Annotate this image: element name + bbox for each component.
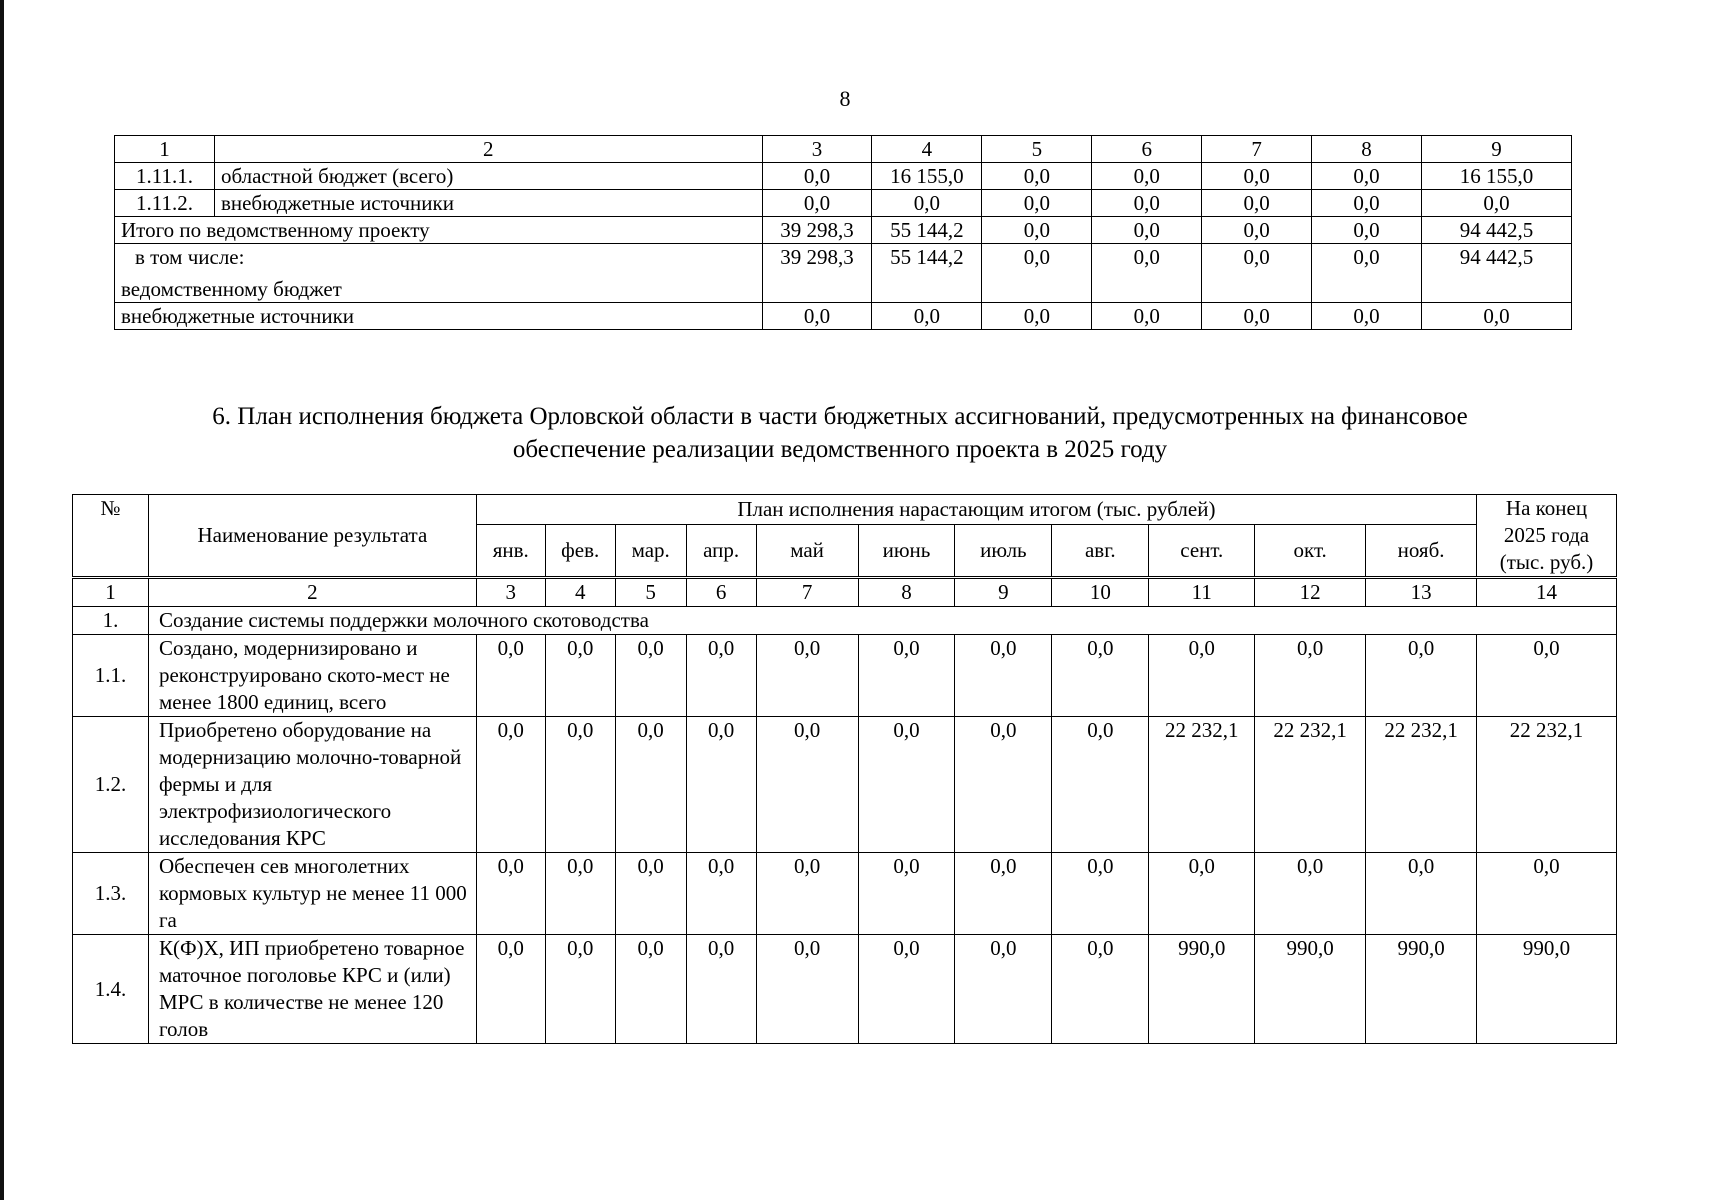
top-table-column-number: 4 <box>872 136 982 163</box>
plan-row-value: 0,0 <box>858 853 955 935</box>
top-table-column-number: 2 <box>214 136 762 163</box>
plan-row-value: 0,0 <box>545 853 615 935</box>
plan-row-value: 0,0 <box>476 935 545 1044</box>
plan-row-value: 0,0 <box>1255 635 1366 717</box>
column-number: 2 <box>148 578 476 607</box>
top-table-total-row <box>115 217 1572 244</box>
plan-row <box>73 853 1617 935</box>
top-table-extra-row <box>115 303 1572 330</box>
top-table-column-number: 9 <box>1422 136 1572 163</box>
top-table-column-number: 7 <box>1202 136 1312 163</box>
row-value: 0,0 <box>1312 163 1422 190</box>
extra-value: 0,0 <box>762 303 872 330</box>
plan-row-value: 0,0 <box>858 717 955 853</box>
plan-row-value: 0,0 <box>686 717 756 853</box>
column-number: 14 <box>1477 578 1617 607</box>
plan-row-value: 0,0 <box>1366 635 1477 717</box>
row-name: областной бюджет (всего) <box>214 163 762 190</box>
section-title-line-1: 6. План исполнения бюджета Орловской области в части бюджетных ассигнований, предусмотренных на финансовое <box>212 403 1468 430</box>
top-table-column-number: 1 <box>115 136 215 163</box>
column-number: 8 <box>858 578 955 607</box>
plan-row <box>73 717 1617 853</box>
total-value: 0,0 <box>1312 217 1422 244</box>
total-value: 94 442,5 <box>1422 217 1572 244</box>
plan-row-value: 0,0 <box>1149 635 1255 717</box>
total-label: Итого по ведомственному проекту <box>115 217 763 244</box>
plan-row-value: 0,0 <box>1052 635 1149 717</box>
plan-row-code: 1.2. <box>73 717 149 853</box>
plan-row-value: 0,0 <box>955 935 1052 1044</box>
including-value: 55 144,2 <box>872 244 982 303</box>
column-number: 11 <box>1149 578 1255 607</box>
plan-row-value: 0,0 <box>615 935 686 1044</box>
including-value: 0,0 <box>982 244 1092 303</box>
top-table-including-row <box>115 244 1572 303</box>
row-value: 0,0 <box>762 190 872 217</box>
total-value: 0,0 <box>1092 217 1202 244</box>
col-no-header: № <box>73 495 149 578</box>
row-value: 0,0 <box>1092 163 1202 190</box>
including-value: 0,0 <box>1312 244 1422 303</box>
end-header-line-3: (тыс. руб.) <box>1499 550 1594 574</box>
top-table-column-number: 8 <box>1312 136 1422 163</box>
plan-row-code: 1.1. <box>73 635 149 717</box>
plan-row-value: 0,0 <box>615 635 686 717</box>
plan-row-value: 0,0 <box>1477 635 1617 717</box>
section-name: Создание системы поддержки молочного скотоводства <box>148 607 1616 635</box>
month-header: янв. <box>476 524 545 577</box>
plan-row-value: 0,0 <box>955 635 1052 717</box>
row-code: 1.11.1. <box>115 163 215 190</box>
row-value: 0,0 <box>1202 163 1312 190</box>
month-header: май <box>756 524 858 577</box>
plan-row-value: 0,0 <box>1149 853 1255 935</box>
column-number: 12 <box>1255 578 1366 607</box>
plan-row-value: 22 232,1 <box>1255 717 1366 853</box>
section-title <box>140 400 1540 466</box>
extra-value: 0,0 <box>872 303 982 330</box>
budget-plan-table <box>72 494 1617 1044</box>
row-value: 0,0 <box>1092 190 1202 217</box>
plan-row-code: 1.4. <box>73 935 149 1044</box>
plan-row-value: 0,0 <box>955 717 1052 853</box>
column-number: 13 <box>1366 578 1477 607</box>
plan-row-value: 0,0 <box>955 853 1052 935</box>
top-table-column-number: 5 <box>982 136 1092 163</box>
including-value: 39 298,3 <box>762 244 872 303</box>
plan-row-value: 0,0 <box>476 853 545 935</box>
column-number: 5 <box>615 578 686 607</box>
extra-value: 0,0 <box>982 303 1092 330</box>
month-header: июнь <box>858 524 955 577</box>
top-table-column-number: 3 <box>762 136 872 163</box>
plan-row-value: 0,0 <box>1052 935 1149 1044</box>
end-of-year-header <box>1477 495 1617 578</box>
plan-row-code: 1.3. <box>73 853 149 935</box>
plan-row-value: 0,0 <box>476 635 545 717</box>
top-table-header-row <box>115 136 1572 163</box>
plan-row-value: 0,0 <box>1052 853 1149 935</box>
column-number: 1 <box>73 578 149 607</box>
row-name: внебюджетные источники <box>214 190 762 217</box>
column-number: 6 <box>686 578 756 607</box>
row-value: 0,0 <box>982 190 1092 217</box>
top-table-row <box>115 190 1572 217</box>
plan-row-value: 22 232,1 <box>1366 717 1477 853</box>
plan-row-value: 0,0 <box>756 935 858 1044</box>
extra-value: 0,0 <box>1312 303 1422 330</box>
col-name-header: Наименование результата <box>148 495 476 578</box>
plan-row-value: 0,0 <box>756 717 858 853</box>
plan-row-value: 0,0 <box>858 935 955 1044</box>
including-value: 0,0 <box>1202 244 1312 303</box>
plan-group-header: План исполнения нарастающим итогом (тыс. рублей) <box>476 495 1476 525</box>
section-code: 1. <box>73 607 149 635</box>
column-number: 10 <box>1052 578 1149 607</box>
row-value: 0,0 <box>1422 190 1572 217</box>
plan-row-value: 0,0 <box>476 717 545 853</box>
month-header: фев. <box>545 524 615 577</box>
plan-row-value: 0,0 <box>756 635 858 717</box>
month-header: сент. <box>1149 524 1255 577</box>
total-value: 0,0 <box>982 217 1092 244</box>
end-header-line-2: 2025 года <box>1503 523 1590 547</box>
top-table-column-number: 6 <box>1092 136 1202 163</box>
row-value: 16 155,0 <box>872 163 982 190</box>
plan-row-value: 0,0 <box>1477 853 1617 935</box>
plan-row-value: 0,0 <box>615 717 686 853</box>
column-number-row <box>73 578 1617 607</box>
row-value: 0,0 <box>1202 190 1312 217</box>
column-number: 9 <box>955 578 1052 607</box>
column-number: 7 <box>756 578 858 607</box>
row-value: 0,0 <box>762 163 872 190</box>
row-code: 1.11.2. <box>115 190 215 217</box>
including-value: 0,0 <box>1092 244 1202 303</box>
month-header: июль <box>955 524 1052 577</box>
plan-row-value: 0,0 <box>686 853 756 935</box>
plan-row-value: 990,0 <box>1149 935 1255 1044</box>
month-header: нояб. <box>1366 524 1477 577</box>
plan-row-value: 0,0 <box>686 935 756 1044</box>
month-header: авг. <box>1052 524 1149 577</box>
end-header-line-1: На конец <box>1505 496 1588 520</box>
plan-row-value: 990,0 <box>1366 935 1477 1044</box>
section-row <box>73 607 1617 635</box>
extra-value: 0,0 <box>1092 303 1202 330</box>
budget-summary-table <box>114 135 1572 330</box>
scan-left-edge <box>0 0 4 1200</box>
plan-row-value: 0,0 <box>1366 853 1477 935</box>
extra-label: внебюджетные источники <box>115 303 763 330</box>
month-header: мар. <box>615 524 686 577</box>
total-value: 55 144,2 <box>872 217 982 244</box>
total-value: 0,0 <box>1202 217 1312 244</box>
plan-row-value: 0,0 <box>686 635 756 717</box>
page-number: 8 <box>839 86 851 111</box>
plan-row-value: 0,0 <box>1255 853 1366 935</box>
plan-row-value: 990,0 <box>1255 935 1366 1044</box>
including-label-line-1: в том числе: <box>135 245 245 269</box>
including-label <box>115 244 763 303</box>
plan-row-value: 0,0 <box>756 853 858 935</box>
plan-row-name: Приобретено оборудование на модернизацию молочно-товарной фермы и для электрофизиологического исследования КРС <box>148 717 476 853</box>
column-number: 4 <box>545 578 615 607</box>
plan-row-value: 990,0 <box>1477 935 1617 1044</box>
section-title-line-2: обеспечение реализации ведомственного проекта в 2025 году <box>512 436 1168 463</box>
month-header: окт. <box>1255 524 1366 577</box>
plan-row-value: 22 232,1 <box>1477 717 1617 853</box>
including-label-line-2: ведомственному бюджет <box>121 277 342 301</box>
plan-row-value: 22 232,1 <box>1149 717 1255 853</box>
row-value: 0,0 <box>872 190 982 217</box>
month-header: апр. <box>686 524 756 577</box>
plan-row-name: Создано, модернизировано и реконструировано ското-мест не менее 1800 единиц, всего <box>148 635 476 717</box>
plan-row-value: 0,0 <box>1052 717 1149 853</box>
extra-value: 0,0 <box>1202 303 1312 330</box>
total-value: 39 298,3 <box>762 217 872 244</box>
plan-header-row-1 <box>73 495 1617 525</box>
plan-row-value: 0,0 <box>545 635 615 717</box>
row-value: 0,0 <box>982 163 1092 190</box>
plan-row <box>73 935 1617 1044</box>
extra-value: 0,0 <box>1422 303 1572 330</box>
plan-row-name: К(Ф)Х, ИП приобретено товарное маточное поголовье КРС и (или) МРС в количестве не менее 120 голов <box>148 935 476 1044</box>
top-table-row <box>115 163 1572 190</box>
column-number: 3 <box>476 578 545 607</box>
row-value: 0,0 <box>1312 190 1422 217</box>
row-value: 16 155,0 <box>1422 163 1572 190</box>
plan-row-name: Обеспечен сев многолетних кормовых культур не менее 11 000 га <box>148 853 476 935</box>
plan-row-value: 0,0 <box>858 635 955 717</box>
plan-row-value: 0,0 <box>615 853 686 935</box>
plan-row-value: 0,0 <box>545 717 615 853</box>
plan-row <box>73 635 1617 717</box>
including-value: 94 442,5 <box>1422 244 1572 303</box>
plan-row-value: 0,0 <box>545 935 615 1044</box>
